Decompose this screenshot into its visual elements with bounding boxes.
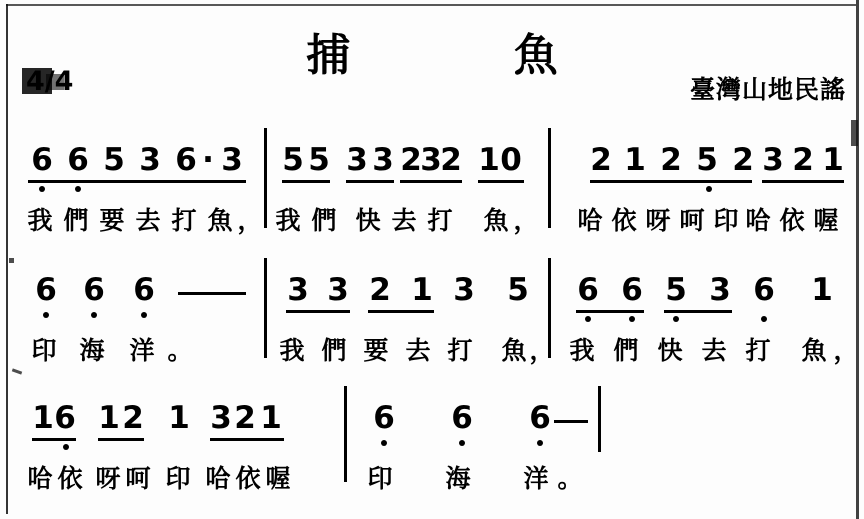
lyric: ， — [529, 336, 555, 365]
octave-dot — [629, 316, 635, 322]
note: 3 — [346, 142, 368, 178]
note: 1 — [411, 272, 433, 308]
octave-dot — [459, 440, 465, 446]
lyric: 喔 — [265, 464, 291, 493]
beam — [346, 180, 394, 183]
note: 3 — [210, 400, 232, 436]
lyric: ， — [833, 336, 859, 365]
hold-dash — [178, 292, 246, 295]
music-system-2 — [20, 270, 859, 370]
note: 6 — [373, 400, 395, 436]
lyric: 魚 — [207, 206, 233, 235]
lyric: 打 — [447, 336, 473, 365]
lyric: 印 — [165, 464, 191, 493]
beam — [286, 310, 350, 313]
note-row — [20, 398, 844, 452]
byline: 臺灣山地民謠 — [689, 75, 846, 104]
note: 6 — [175, 142, 197, 178]
note: 3 — [287, 272, 309, 308]
note: 6 — [529, 400, 551, 436]
note: 2 — [369, 272, 391, 308]
beam — [32, 438, 76, 441]
note: 1 — [32, 400, 54, 436]
beam — [576, 310, 644, 313]
note: 2 — [234, 400, 256, 436]
lyric: 去 — [701, 336, 727, 365]
note: 1 — [168, 400, 190, 436]
note: 1 — [811, 272, 833, 308]
lyric: 洋 — [523, 464, 549, 493]
lyric: 我 — [569, 336, 595, 365]
note: 1 — [624, 142, 646, 178]
lyric: 魚 — [483, 206, 509, 235]
lyric: 依 — [57, 464, 83, 493]
octave-dot — [761, 316, 767, 322]
note: 2 — [792, 142, 814, 178]
augmentation-dot: · — [202, 142, 214, 178]
page-border-left — [6, 4, 8, 514]
note: 3 — [221, 142, 243, 178]
lyric-row — [20, 332, 859, 374]
beam — [478, 180, 524, 183]
note: 2 — [440, 142, 462, 178]
lyric: 們 — [63, 206, 89, 235]
note: 5 — [696, 142, 718, 178]
note: 2 — [400, 142, 422, 178]
lyric: 。 — [167, 336, 193, 365]
lyric: 魚 — [501, 336, 527, 365]
lyric: 魚 — [801, 336, 827, 365]
note: 2 — [590, 142, 612, 178]
lyric: 快 — [355, 206, 381, 235]
octave-dot — [75, 186, 81, 192]
note: 6 — [621, 272, 643, 308]
lyric: 打 — [427, 206, 453, 235]
scan-speck — [9, 258, 14, 263]
lyric: 們 — [321, 336, 347, 365]
note: 1 — [478, 142, 500, 178]
note: 5 — [308, 142, 330, 178]
lyric: 依 — [779, 206, 805, 235]
octave-dot — [39, 186, 45, 192]
time-signature-label: 4/4 — [26, 66, 74, 97]
lyric: 去 — [405, 336, 431, 365]
note: 3 — [372, 142, 394, 178]
lyric-row — [20, 460, 844, 502]
page-title: 捕 魚 — [306, 30, 632, 81]
lyric-row — [20, 202, 844, 244]
octave-dot — [381, 440, 387, 446]
note: 6 — [577, 272, 599, 308]
lyric: 依 — [611, 206, 637, 235]
note: 2 — [660, 142, 682, 178]
note: 3 — [420, 142, 442, 178]
octave-dot — [673, 316, 679, 322]
lyric: 們 — [613, 336, 639, 365]
note: 3 — [709, 272, 731, 308]
octave-dot — [706, 186, 712, 192]
note: 6 — [753, 272, 775, 308]
beam — [282, 180, 330, 183]
note: 6 — [83, 272, 105, 308]
lyric: 印 — [713, 206, 739, 235]
lyric: 呀 — [645, 206, 671, 235]
hold-dash — [554, 420, 588, 423]
page-border-top — [6, 4, 856, 6]
lyric: 要 — [363, 336, 389, 365]
lyric: 我 — [275, 206, 301, 235]
lyric: 我 — [279, 336, 305, 365]
note: 3 — [453, 272, 475, 308]
lyric: 。 — [557, 464, 583, 493]
lyric: 海 — [445, 464, 471, 493]
beam — [400, 180, 462, 183]
lyric: 哈 — [745, 206, 771, 235]
lyric: 我 — [27, 206, 53, 235]
lyric: 印 — [31, 336, 57, 365]
lyric: 要 — [99, 206, 125, 235]
lyric: 打 — [745, 336, 771, 365]
octave-dot — [585, 316, 591, 322]
note: 2 — [122, 400, 144, 436]
beam — [28, 180, 246, 183]
lyric: ， — [237, 206, 263, 235]
note: 5 — [103, 142, 125, 178]
octave-dot — [43, 312, 49, 318]
octave-dot — [537, 440, 543, 446]
note: 3 — [762, 142, 784, 178]
note: 1 — [260, 400, 282, 436]
note: 5 — [282, 142, 304, 178]
beam — [98, 438, 144, 441]
note-row — [20, 140, 844, 194]
lyric: 們 — [311, 206, 337, 235]
note: 6 — [451, 400, 473, 436]
note: 3 — [327, 272, 349, 308]
scan-speck — [851, 120, 858, 146]
octave-dot — [91, 312, 97, 318]
note: 1 — [98, 400, 120, 436]
beam — [762, 180, 844, 183]
lyric: 哈 — [577, 206, 603, 235]
note: 6 — [67, 142, 89, 178]
note: 3 — [139, 142, 161, 178]
music-system-3 — [20, 398, 844, 498]
beam — [664, 310, 732, 313]
time-signature — [26, 66, 73, 97]
octave-dot — [63, 444, 69, 450]
lyric: 去 — [135, 206, 161, 235]
note: 5 — [665, 272, 687, 308]
lyric: 呀 — [95, 464, 121, 493]
note: 6 — [31, 142, 53, 178]
octave-dot — [141, 312, 147, 318]
lyric: ， — [513, 206, 539, 235]
lyric: 呵 — [679, 206, 705, 235]
lyric: 快 — [657, 336, 683, 365]
note: 6 — [133, 272, 155, 308]
lyric: 依 — [235, 464, 261, 493]
lyric: 哈 — [27, 464, 53, 493]
lyric: 洋 — [129, 336, 155, 365]
lyric: 去 — [391, 206, 417, 235]
note: 5 — [507, 272, 529, 308]
beam — [210, 438, 284, 441]
music-system-1 — [20, 140, 844, 240]
note: 6 — [54, 400, 76, 436]
lyric: 哈 — [205, 464, 231, 493]
note: 2 — [732, 142, 754, 178]
note-row — [20, 270, 844, 324]
lyric: 海 — [79, 336, 105, 365]
lyric: 呵 — [125, 464, 151, 493]
lyric: 打 — [171, 206, 197, 235]
lyric: 喔 — [813, 206, 839, 235]
lyric: 印 — [367, 464, 393, 493]
note: 1 — [822, 142, 844, 178]
rest: 0 — [500, 142, 522, 178]
beam — [368, 310, 434, 313]
note: 6 — [35, 272, 57, 308]
beam — [590, 180, 752, 183]
